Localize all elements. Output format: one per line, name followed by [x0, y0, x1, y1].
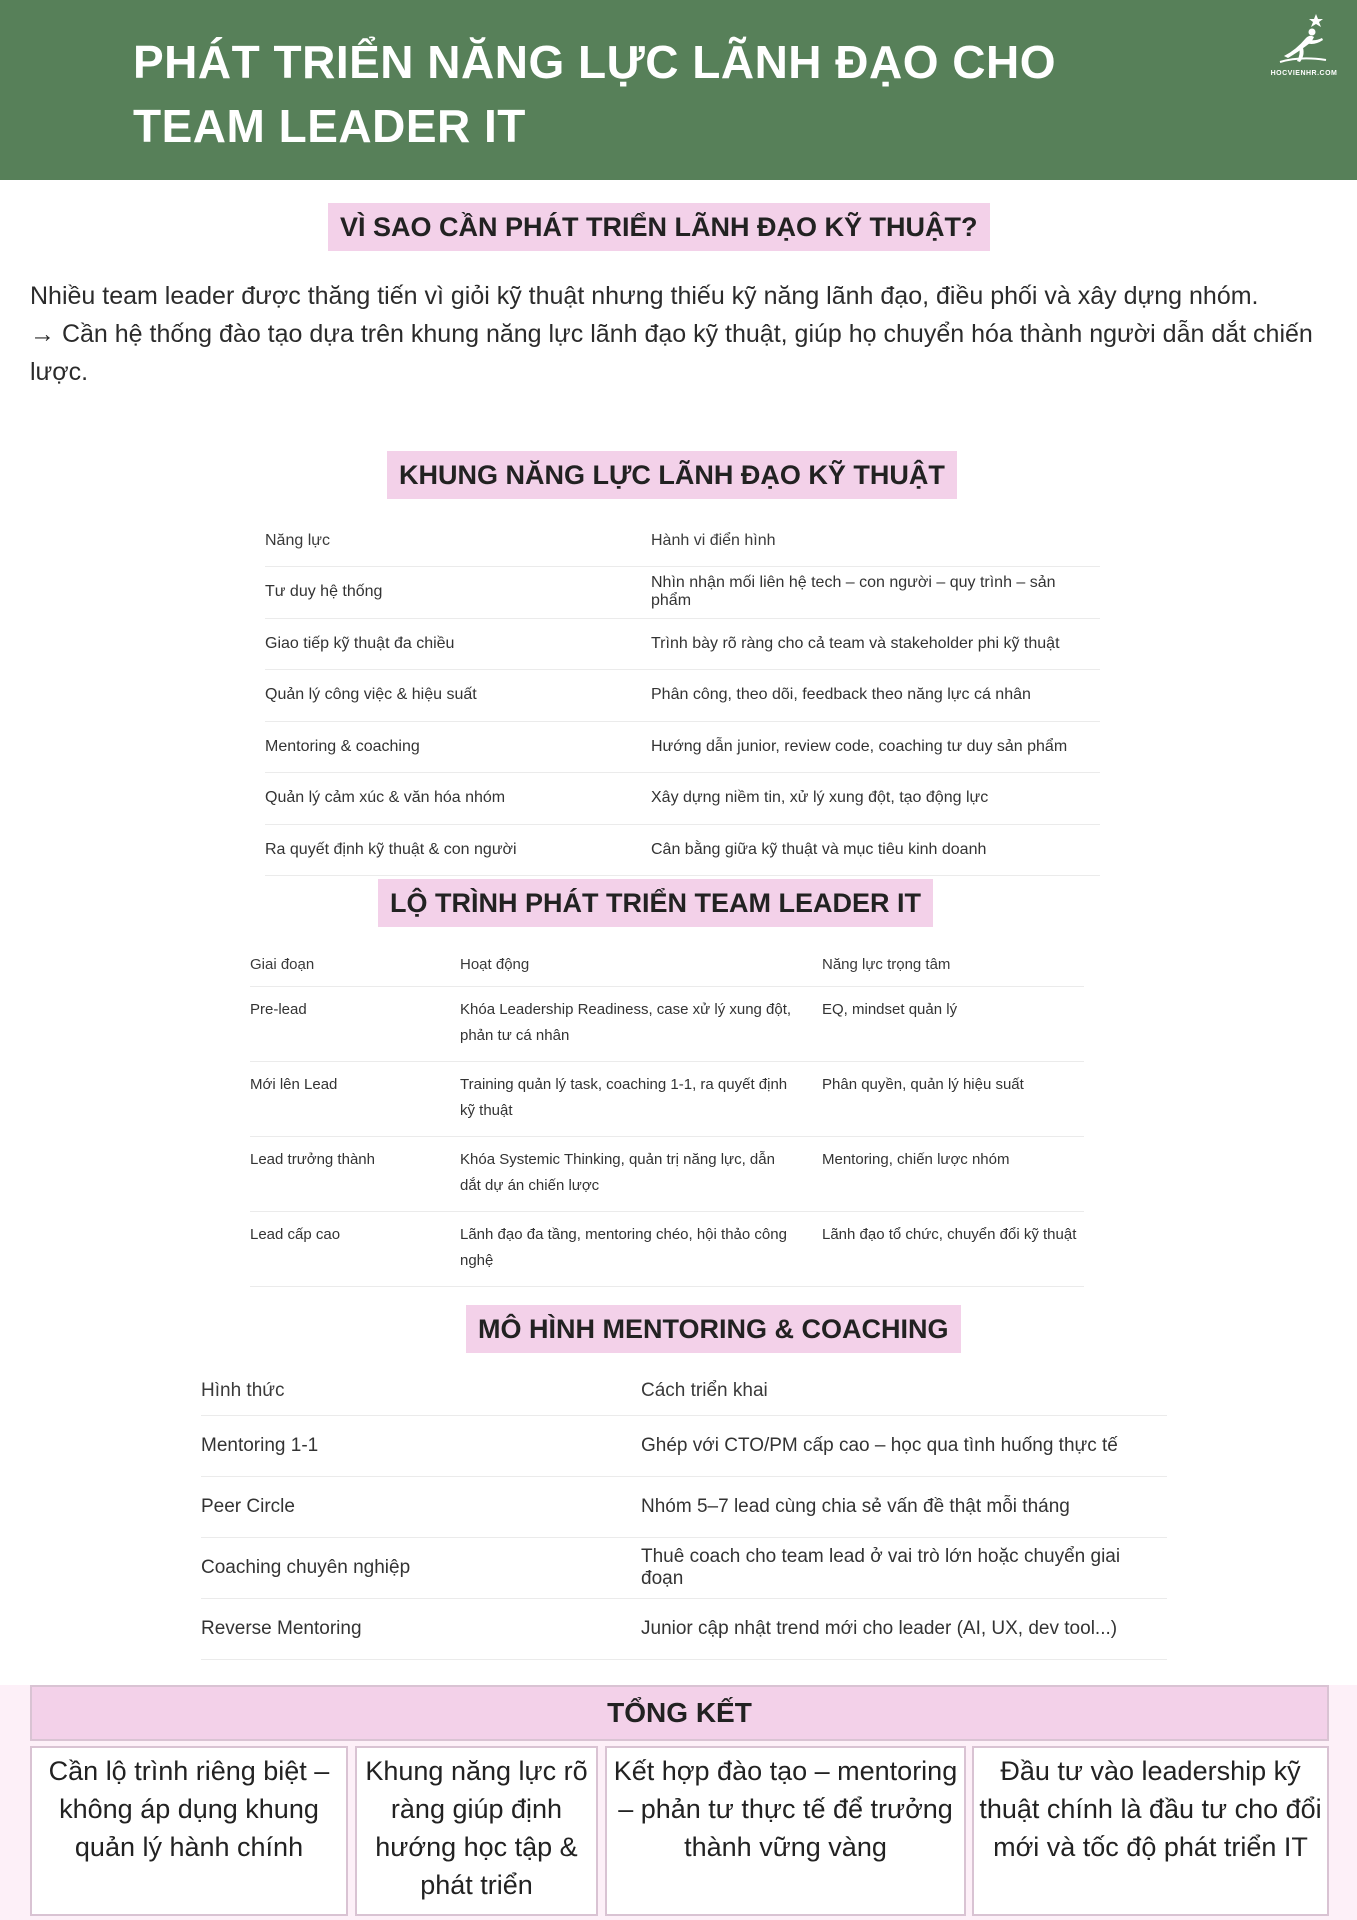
- framework-table: [265, 515, 1100, 876]
- column-header: Hình thức: [201, 1379, 285, 1401]
- brand-logo: [1262, 12, 1346, 82]
- summary-heading: TỔNG KẾT: [30, 1685, 1329, 1741]
- competency-cell: Mentoring & coaching: [265, 737, 420, 755]
- leaping-figure-star-icon: [1276, 12, 1332, 68]
- focus-cell: EQ, mindset quản lý: [822, 1000, 958, 1018]
- intro-text: [30, 277, 1335, 391]
- stage-cell: Lead trưởng thành: [250, 1150, 375, 1168]
- summary-card: Khung năng lực rõ ràng giúp định hướng học tập & phát triển: [355, 1746, 598, 1916]
- method-cell: Junior cập nhật trend mới cho leader (AI, UX, dev tool...): [641, 1617, 1118, 1639]
- mentoring-heading: MÔ HÌNH MENTORING & COACHING: [466, 1305, 961, 1353]
- method-cell: Thuê coach cho team lead ở vai trò lớn hoặc chuyển giai đoạn: [641, 1545, 1121, 1589]
- table-row: [201, 1537, 1167, 1598]
- why-heading: VÌ SAO CẦN PHÁT TRIỂN LÃNH ĐẠO KỸ THUẬT?: [328, 203, 990, 251]
- roadmap-table: [250, 944, 1084, 1287]
- focus-cell: Lãnh đạo tổ chức, chuyển đổi kỹ thuật: [822, 1225, 1077, 1243]
- activity-cell: Lãnh đạo đa tầng, mentoring chéo, hội thảo công nghệ: [460, 1225, 787, 1269]
- column-header: Hoạt động: [460, 955, 530, 973]
- table-row: [265, 721, 1100, 773]
- table-row: [250, 1061, 1084, 1136]
- framework-heading: KHUNG NĂNG LỰC LÃNH ĐẠO KỸ THUẬT: [387, 451, 957, 499]
- table-row: [250, 1136, 1084, 1211]
- page-title-line-2: TEAM LEADER IT: [133, 100, 526, 152]
- activity-cell: Khóa Systemic Thinking, quản trị năng lực, dẫn dắt dự án chiến lược: [460, 1150, 775, 1194]
- table-row: [201, 1598, 1167, 1659]
- page-title-line-1: PHÁT TRIỂN NĂNG LỰC LÃNH ĐẠO CHO: [133, 36, 1057, 88]
- behavior-cell: Xây dựng niềm tin, xử lý xung đột, tạo động lực: [651, 789, 989, 807]
- table-row: [201, 1476, 1167, 1537]
- column-header: Hành vi điển hình: [651, 531, 776, 549]
- focus-cell: Phân quyền, quản lý hiệu suất: [822, 1075, 1024, 1093]
- table-row: [265, 773, 1100, 825]
- focus-cell: Mentoring, chiến lược nhóm: [822, 1150, 1010, 1168]
- format-cell: Reverse Mentoring: [201, 1617, 362, 1639]
- competency-cell: Ra quyết định kỹ thuật & con người: [265, 840, 517, 858]
- table-row: [265, 824, 1100, 876]
- column-header: Cách triển khai: [641, 1379, 768, 1401]
- competency-cell: Quản lý công việc & hiệu suất: [265, 686, 477, 704]
- behavior-cell: Hướng dẫn junior, review code, coaching tư duy sản phẩm: [651, 737, 1068, 755]
- format-cell: Coaching chuyên nghiệp: [201, 1556, 411, 1578]
- table-row: [265, 618, 1100, 670]
- competency-cell: Quản lý cảm xúc & văn hóa nhóm: [265, 789, 506, 807]
- stage-cell: Mới lên Lead: [250, 1075, 338, 1093]
- summary-card: Đầu tư vào leadership kỹ thuật chính là đầu tư cho đổi mới và tốc độ phát triển IT: [972, 1746, 1329, 1916]
- table-header-row: [265, 515, 1100, 567]
- intro-paragraph-2: → Cần hệ thống đào tạo dựa trên khung năng lực lãnh đạo kỹ thuật, giúp họ chuyển hóa thành người dẫn dắt chiến lược.: [30, 320, 1313, 386]
- column-header: Năng lực trọng tâm: [822, 955, 951, 973]
- method-cell: Ghép với CTO/PM cấp cao – học qua tình huống thực tế: [641, 1434, 1118, 1456]
- table-row: [265, 670, 1100, 722]
- competency-cell: Giao tiếp kỹ thuật đa chiều: [265, 634, 455, 652]
- brand-logo-text: HOCVIENHR.COM: [1270, 70, 1338, 77]
- intro-paragraph-1: Nhiều team leader được thăng tiến vì giỏi kỹ thuật nhưng thiếu kỹ năng lãnh đạo, điều phối và xây dựng nhóm.: [30, 282, 1259, 310]
- behavior-cell: Trình bày rõ ràng cho cả team và stakeholder phi kỹ thuật: [651, 634, 1060, 652]
- table-header-row: [201, 1367, 1167, 1415]
- behavior-cell: Cân bằng giữa kỹ thuật và mục tiêu kinh doanh: [651, 840, 987, 858]
- table-header-row: [250, 944, 1084, 986]
- competency-cell: Tư duy hệ thống: [265, 583, 383, 601]
- stage-cell: Pre-lead: [250, 1000, 307, 1018]
- format-cell: Peer Circle: [201, 1495, 295, 1517]
- table-row: [250, 1211, 1084, 1286]
- page-header: [0, 0, 1357, 180]
- column-header: Năng lực: [265, 531, 330, 549]
- behavior-cell: Phân công, theo dõi, feedback theo năng lực cá nhân: [651, 686, 1031, 704]
- table-row: [265, 567, 1100, 619]
- roadmap-heading: LỘ TRÌNH PHÁT TRIỂN TEAM LEADER IT: [378, 879, 933, 927]
- mentoring-table: [201, 1367, 1167, 1660]
- behavior-cell: Nhìn nhận mối liên hệ tech – con người – quy trình – sản phẩm: [651, 574, 1056, 610]
- activity-cell: Khóa Leadership Readiness, case xử lý xung đột, phản tư cá nhân: [460, 1000, 792, 1044]
- summary-card: Kết hợp đào tạo – mentoring – phản tư thực tế để trưởng thành vững vàng: [605, 1746, 966, 1916]
- table-row: [250, 986, 1084, 1061]
- stage-cell: Lead cấp cao: [250, 1225, 341, 1243]
- activity-cell: Training quản lý task, coaching 1-1, ra quyết định kỹ thuật: [460, 1075, 788, 1119]
- method-cell: Nhóm 5–7 lead cùng chia sẻ vấn đề thật mỗi tháng: [641, 1495, 1070, 1517]
- column-header: Giai đoạn: [250, 955, 315, 973]
- summary-card: Cần lộ trình riêng biệt – không áp dụng khung quản lý hành chính: [30, 1746, 348, 1916]
- format-cell: Mentoring 1-1: [201, 1434, 319, 1456]
- table-row: [201, 1415, 1167, 1476]
- page-title: [133, 30, 1083, 158]
